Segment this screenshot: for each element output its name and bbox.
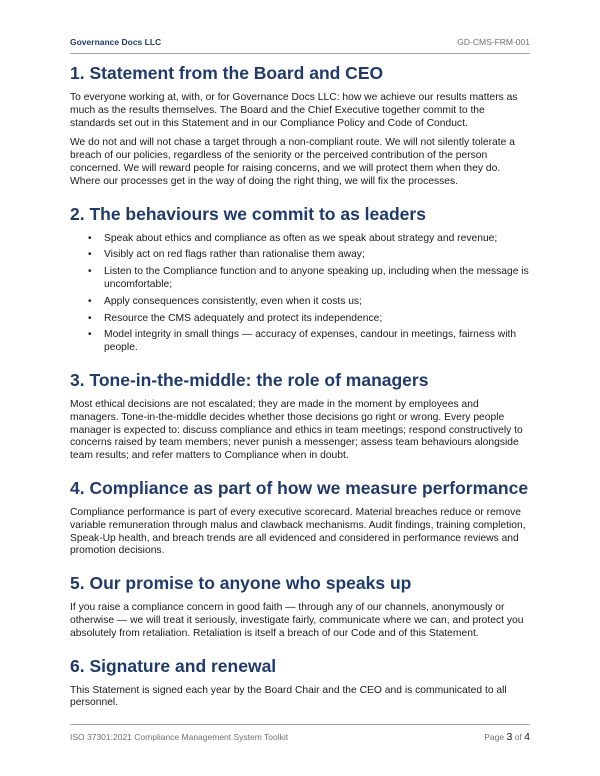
list-item: • Listen to the Compliance function and to anyone speaking up, including when the message is uncomfortable;	[104, 266, 530, 292]
section-heading: 5. Our promise to anyone who speaks up	[70, 573, 412, 594]
page-label: Page	[484, 732, 505, 742]
document-id: GD-CMS-FRM-001	[457, 37, 530, 47]
list-item: • Model integrity in small things — accuracy of expenses, candour in meetings, fairness with people.	[104, 329, 530, 355]
section-signature-renewal	[70, 655, 530, 711]
total-page-number: 4	[524, 731, 530, 743]
section-speak-up-promise	[70, 572, 530, 640]
section-heading: 6. Signature and renewal	[70, 655, 277, 676]
page-header	[70, 34, 530, 54]
section-heading: 1. Statement from the Board and CEO	[70, 63, 384, 83]
paragraph: We do not and will not chase a target through a non-compliant route. We will not silently tolerate a breach of our policies, regardless of the seniority or the perceived contribution of the person concerned. We will reward people for raising concerns, and we will protect them when they do. Where our processes get in the way of doing the right thing, we will fix the processes.	[70, 137, 515, 187]
paragraph: If you raise a compliance concern in good faith — through any of our channels, anonymously or otherwise — we will treat it seriously, investigate fairly, communicate where we can, and protect you absolutely from retaliation. Retaliation is itself a breach of our Code and of this Statement.	[70, 602, 524, 639]
section-heading: 2. The behaviours we commit to as leaders	[70, 203, 426, 224]
section-tone-in-the-middle	[70, 369, 530, 463]
section-heading: 4. Compliance as part of how we measure performance	[70, 477, 529, 498]
paragraph: This Statement is signed each year by the Board Chair and the CEO and is communicated to all personnel.	[70, 684, 507, 709]
section-performance-measurement	[70, 477, 530, 558]
page-footer	[70, 724, 530, 743]
page-of-label: of	[514, 732, 522, 742]
list-item: • Apply consequences consistently, even when it costs us;	[104, 296, 530, 309]
section-leader-behaviours	[70, 203, 530, 355]
document-body	[70, 62, 530, 724]
paragraph: To everyone working at, with, or for Governance Docs LLC: how we achieve our results matters as much as the results themselves. The Board and the Chief Executive together commit to the standards set out in this Statement and in our Compliance Policy and Code of Conduct.	[70, 92, 518, 129]
company-name: Governance Docs LLC	[70, 37, 162, 47]
section-heading: 3. Tone-in-the-middle: the role of managers	[70, 369, 429, 390]
list-item: • Resource the CMS adequately and protect its independence;	[104, 313, 530, 326]
toolkit-name: ISO 37301:2021 Compliance Management System Toolkit	[70, 732, 289, 742]
current-page-number: 3	[506, 731, 513, 743]
page-indicator	[484, 731, 530, 743]
list-item: • Speak about ethics and compliance as often as we speak about strategy and revenue;	[104, 233, 530, 246]
section-board-ceo-statement	[70, 62, 530, 189]
list-item: • Visibly act on red flags rather than rationalise them away;	[104, 249, 530, 262]
behaviour-list	[70, 233, 530, 355]
paragraph: Most ethical decisions are not escalated; they are made in the moment by employees and managers. Tone-in-the-middle decides whether those decisions go right or wrong. Every people manager is expected to: discuss compliance and ethics in team meetings; respond constructively to concerns raised by team members; never punish a messenger; assess team behaviours alongside team results; and refer matters to Compliance when in doubt.	[70, 398, 523, 462]
paragraph: Compliance performance is part of every executive scorecard. Material breaches reduce or remove variable remuneration through malus and clawback mechanisms. Audit findings, training completion, Speak-Up health, and breach trends are all evidenced and considered in performance reviews and promotion decisions.	[70, 506, 526, 557]
